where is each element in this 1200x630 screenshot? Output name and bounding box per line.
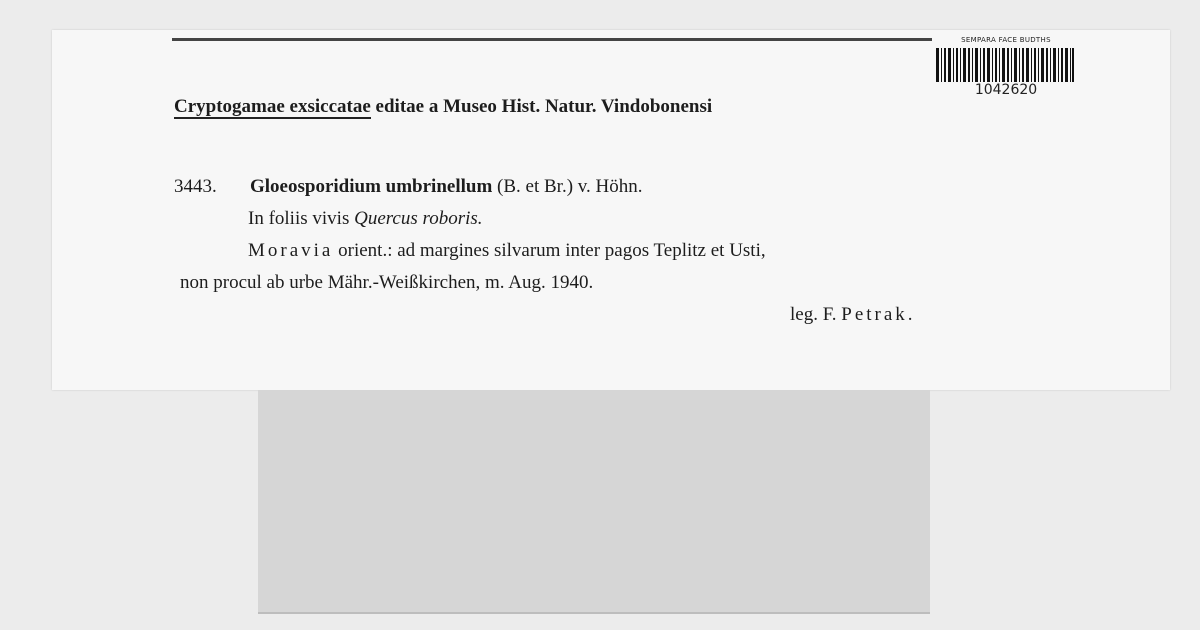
barcode bbox=[932, 36, 1080, 102]
locality-rest: orient.: ad margines silvarum inter pagos Teplitz et Usti, bbox=[333, 240, 766, 261]
host-line bbox=[248, 208, 483, 230]
host-species: Quercus roboris. bbox=[354, 208, 483, 229]
barcode-number: 1042620 bbox=[974, 82, 1038, 98]
taxon bbox=[250, 176, 643, 198]
series-rest: editae a Museo Hist. Natur. Vindobonensi bbox=[370, 96, 713, 117]
host-prefix: In foliis vivis bbox=[248, 208, 355, 229]
locality-region: Moravia bbox=[248, 240, 334, 261]
barcode-bars bbox=[936, 48, 1074, 82]
top-rule bbox=[172, 38, 932, 41]
taxon-name: Gloeosporidium umbrinellum bbox=[250, 176, 493, 197]
series-head: Cryptogamae exsiccatae bbox=[174, 96, 371, 117]
taxon-author: (B. et Br.) v. Höhn. bbox=[492, 176, 643, 197]
barcode-header: SEMPARA FACE BUDTHS bbox=[961, 36, 1051, 44]
locality-line-2: non procul ab urbe Mähr.-Weißkirchen, m. Aug. 1940. bbox=[180, 272, 594, 293]
collector-prefix: leg. F. bbox=[790, 304, 842, 325]
locality-line-1 bbox=[248, 240, 766, 262]
exsiccata-number: 3443. bbox=[174, 176, 217, 197]
specimen-packet bbox=[258, 390, 930, 614]
series-title bbox=[174, 96, 712, 118]
collector bbox=[790, 304, 916, 326]
collector-name: Petrak. bbox=[841, 304, 916, 325]
herbarium-label bbox=[52, 30, 1170, 390]
